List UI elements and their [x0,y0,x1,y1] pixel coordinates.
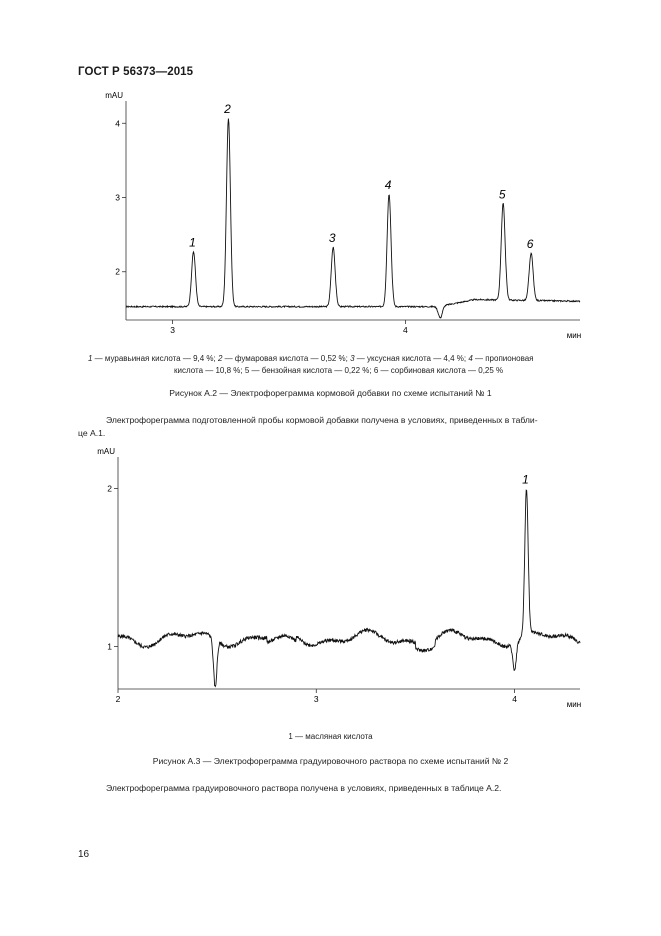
peak-label: 6 [526,237,534,252]
legend-num: 2 [217,354,223,363]
figure-a3-legend: 1 — масляная кислота [288,732,373,741]
page-number: 16 [78,849,90,860]
signal-trace [126,119,580,318]
y-tick-label: 4 [115,118,120,129]
peak-label: 4 [384,177,392,192]
y-unit-label: mAU [105,91,123,100]
legend-text: — пропионовая [472,354,534,363]
legend-text: — уксусная кислота — 4,4 %; [354,354,469,363]
x-tick-label: 3 [170,325,175,335]
y-tick-label: 1 [107,641,112,652]
legend-text: — муравьиная кислота — 9,4 %; [92,354,218,363]
figure-a2-caption: Рисунок А.2 — Электрофореграмма кормовой добавки по схеме испытаний № 1 [169,388,492,398]
y-tick-label: 2 [107,483,112,494]
x-tick-label: 3 [313,694,319,704]
figure-a3-caption: Рисунок А.3 — Электрофореграмма градуировочного раствора по схеме испытаний № 2 [152,756,509,766]
paragraph-2: Электрофореграмма градуировочного раствора получена в условиях, приведенных в таблице А.2. [106,783,502,793]
y-unit-label: mAU [97,447,115,456]
y-tick-label: 3 [115,192,120,203]
legend-num: 3 [350,354,355,363]
peak-label: 1 [522,472,529,487]
paragraph-1 [78,414,586,440]
x-tick-label: 4 [403,325,408,335]
legend-num: 4 [468,354,473,363]
document-header: ГОСТ Р 56373—2015 [78,66,194,78]
a2-plot [105,91,581,340]
a3-plot [97,447,581,709]
peak-label: 5 [498,187,506,202]
figure-a2-legend [88,353,608,377]
peak-label: 2 [224,102,231,117]
peak-label: 1 [189,235,196,250]
signal-trace [118,490,580,686]
x-tick-label: 2 [115,694,121,704]
paragraph-1-line-2: це А.1. [78,428,106,438]
x-unit-label: мин [566,700,582,709]
y-tick-label: 2 [115,266,120,277]
legend-num: 1 [88,354,93,363]
paragraph-1-line-1: Электрофореграмма подготовленной пробы кормовой добавки получена в условиях, приведенных в табли- [106,415,538,425]
x-tick-label: 4 [512,694,517,704]
peak-label: 3 [328,231,336,246]
legend-line-1 [88,353,608,365]
x-unit-label: мин [566,331,582,340]
legend-text: — фумаровая кислота — 0,52 %; [222,354,351,363]
legend-line-2: кислота — 10,8 %; 5 — бензойная кислота — 0,22 %; 6 — сорбиновая кислота — 0,25 % [174,366,504,375]
